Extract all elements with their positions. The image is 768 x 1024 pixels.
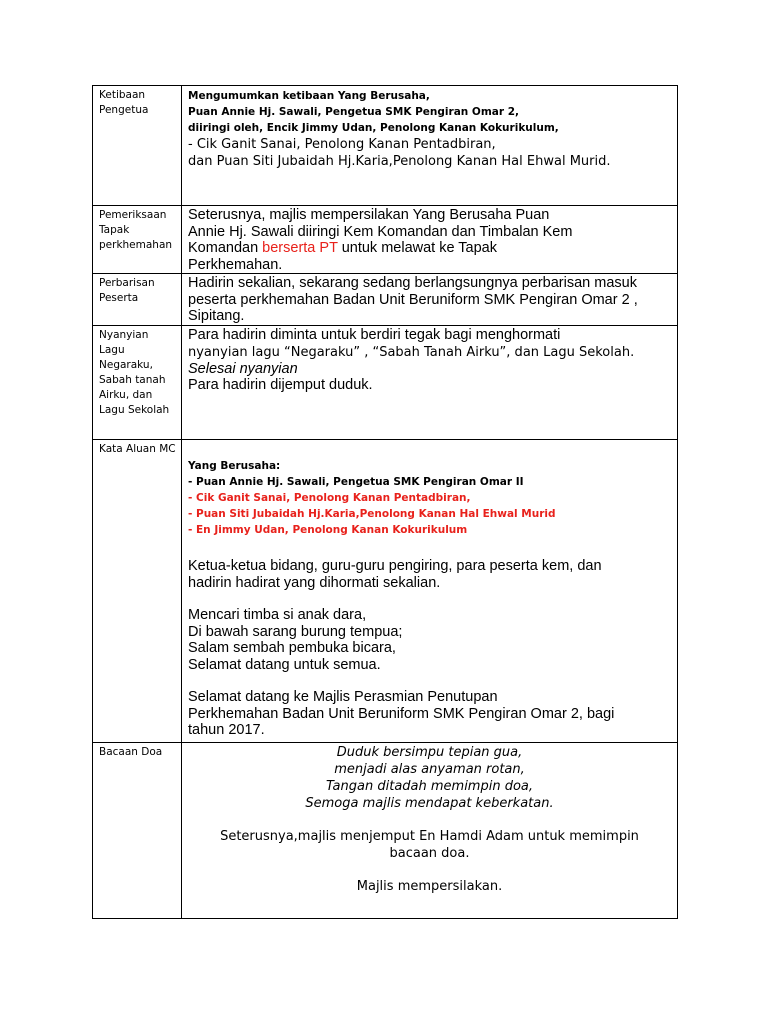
pantun-line: Mencari timba si anak dara, <box>188 607 367 623</box>
table-row <box>93 274 678 326</box>
spacer <box>188 673 671 689</box>
spacer <box>188 538 671 558</box>
content-line: tahun 2017. <box>188 722 265 738</box>
pantun-line: Salam sembah pembuka bicara, <box>188 640 396 656</box>
content-line <box>188 240 671 257</box>
content-line: Majlis mempersilakan. <box>356 879 503 894</box>
content-text: untuk melawat ke Tapak <box>337 240 497 256</box>
list-item: - En Jimmy Udan, Penolong Kanan Kokurikulum <box>188 524 468 536</box>
content-line: Seterusnya, majlis mempersilakan Yang Berusaha Puan <box>188 207 550 223</box>
content-line: peserta perkhemahan Badan Unit Beruniform SMK Pengiran Omar 2 , <box>188 291 638 308</box>
row-label: Nyanyian Lagu Negaraku, Sabah tanah Airku, dan Lagu Sekolah <box>99 329 170 416</box>
content-heading: Yang Berusaha: <box>188 460 281 472</box>
content-line: Perkhemahan. <box>188 256 283 273</box>
row-label-cell <box>93 743 182 919</box>
row-label-cell <box>93 274 182 326</box>
row-label: Pemeriksaan Tapak perkhemahan <box>99 209 173 251</box>
pantun-line: Semoga majlis mendapat keberkatan. <box>305 796 554 811</box>
row-content-cell <box>182 743 678 919</box>
content-line: - Cik Ganit Sanai, Penolong Kanan Pentadbiran, <box>188 137 496 152</box>
spacer <box>188 591 671 607</box>
table-row <box>93 743 678 919</box>
list-item: - Cik Ganit Sanai, Penolong Kanan Pentadbiran, <box>188 492 471 504</box>
content-line: Puan Annie Hj. Sawali, Pengetua SMK Pengiran Omar 2, <box>188 106 519 118</box>
content-line: nyanyian lagu “Negaraku” , “Sabah Tanah Airku”, dan Lagu Sekolah. <box>188 344 635 360</box>
content-line: Ketua-ketua bidang, guru-guru pengiring, para peserta kem, dan <box>188 558 602 574</box>
content-line: Hadirin sekalian, sekarang sedang berlangsungnya perbarisan masuk <box>188 275 637 291</box>
content-line: Seterusnya,majlis menjemput En Hamdi Adam untuk memimpin <box>220 829 639 844</box>
row-content-cell <box>182 326 678 440</box>
row-label: Perbarisan Peserta <box>99 277 155 304</box>
pantun-line: Di bawah sarang burung tempua; <box>188 623 403 640</box>
pantun-line: menjadi alas anyaman rotan, <box>334 762 525 777</box>
pantun-line: Selamat datang untuk semua. <box>188 656 381 673</box>
program-table <box>92 85 678 919</box>
row-label-cell <box>93 326 182 440</box>
content-line: Sipitang. <box>188 308 245 324</box>
spacer <box>188 812 671 828</box>
content-line: hadirin hadirat yang dihormati sekalian. <box>188 574 441 591</box>
content-line: Para hadirin diminta untuk berdiri tegak bagi menghormati <box>188 327 561 343</box>
spacer <box>188 862 671 878</box>
content-line: Selamat datang ke Majlis Perasmian Penutupan <box>188 689 498 705</box>
row-label: Bacaan Doa <box>99 746 163 758</box>
content-line: Annie Hj. Sawali diiringi Kem Komandan dan Timbalan Kem <box>188 223 573 240</box>
content-line: dan Puan Siti Jubaidah Hj.Karia,Penolong Kanan Hal Ehwal Murid. <box>188 154 611 169</box>
table-row <box>93 206 678 274</box>
content-line: Mengumumkan ketibaan Yang Berusaha, <box>188 90 430 102</box>
row-label-cell <box>93 440 182 743</box>
row-content-cell <box>182 440 678 743</box>
row-content-cell <box>182 86 678 206</box>
row-label-cell <box>93 206 182 274</box>
row-content-cell <box>182 206 678 274</box>
content-line: Selesai nyanyian <box>188 360 298 377</box>
row-label: Ketibaan Pengetua <box>99 89 149 116</box>
list-item: - Puan Annie Hj. Sawali, Pengetua SMK Pengiran Omar II <box>188 476 524 488</box>
row-label: Kata Aluan MC <box>99 443 176 455</box>
highlight-text: berserta PT <box>262 240 338 256</box>
content-text: Komandan <box>188 240 263 256</box>
pantun-line: Tangan ditadah memimpin doa, <box>325 779 534 794</box>
table-row <box>93 326 678 440</box>
content-line: bacaan doa. <box>389 846 470 861</box>
content-line: Perkhemahan Badan Unit Beruniform SMK Pengiran Omar 2, bagi <box>188 705 615 722</box>
table-row <box>93 86 678 206</box>
content-line: diiringi oleh, Encik Jimmy Udan, Penolong Kanan Kokurikulum, <box>188 122 559 134</box>
pantun-line: Duduk bersimpu tepian gua, <box>336 745 523 760</box>
content-line: Para hadirin dijemput duduk. <box>188 377 373 393</box>
table-row <box>93 440 678 743</box>
list-item: - Puan Siti Jubaidah Hj.Karia,Penolong Kanan Hal Ehwal Murid <box>188 508 556 520</box>
row-label-cell <box>93 86 182 206</box>
row-content-cell <box>182 274 678 326</box>
